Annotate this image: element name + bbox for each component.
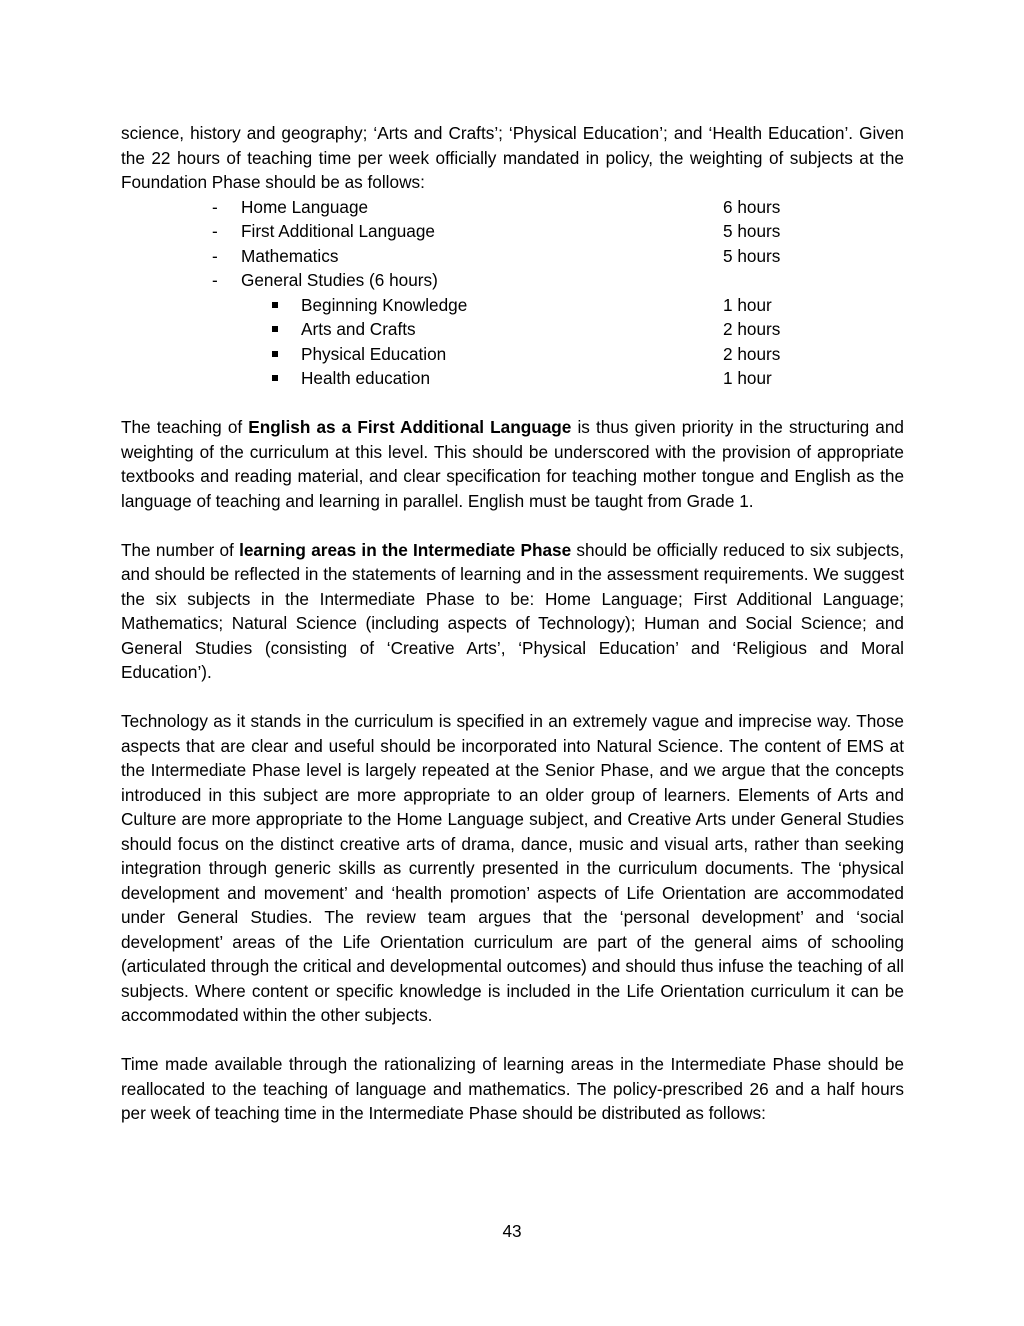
sub-subject-hours: 2 hours [723,343,781,364]
sub-list-item [121,293,904,318]
list-item [121,195,904,220]
subject-label: Mathematics [241,245,339,266]
dash-marker: - [212,245,218,266]
subject-label: General Studies (6 hours) [241,270,438,290]
square-bullet-icon [272,302,278,308]
subject-hours: 6 hours [723,196,781,217]
bold-phrase: English as a First Additional Language [248,417,572,437]
sub-subject-hours: 1 hour [723,294,772,315]
sub-subject-hours: 2 hours [723,319,781,339]
dash-marker: - [212,196,218,217]
list-item [121,219,904,244]
sub-list-item [121,317,904,342]
square-bullet-icon [272,326,278,332]
sub-subject-hours: 1 hour [723,368,772,388]
intro-line-2: Given the 22 hours of teaching time per week officially mandated in policy, the weighting of [121,123,904,168]
paragraph-text: should be officially reduced to six subjects, and should be reflected in the statements of learning and in the assessment requirements. We suggest the six subjects in the Intermediate Phase to be: Home Language; First Additional Language; Mathematics; Natural Science (including aspects of Technology); Human and Social Science; and General Studies (consisting of ‘Creative Arts’, ‘Physical Education’ and ‘Religious and Moral Education’). [121,539,904,682]
sub-subject-label: Beginning Knowledge [301,294,468,315]
sub-list-item [121,366,904,391]
time-allocation-paragraph: Time made available through the rationalizing of learning areas in the Intermediate Phase should be reallocated to the teaching of language and mathematics. The policy-prescribed 26 and a half hours per week of teaching time in the Intermediate Phase should be distributed as follows: [121,1054,904,1123]
intro-paragraph [121,121,904,195]
learning-areas-paragraph [121,538,904,685]
paragraph-text: The number of [121,539,240,560]
paragraph-text: The teaching of [121,417,249,437]
foundation-phase-hours-list [121,195,904,391]
list-item [121,268,904,293]
subject-hours: 5 hours [723,245,781,266]
page-body [121,121,904,1126]
paragraph-text: is thus given priority in the structuring and weighting of the curriculum at this level. This should be underscored with the provision of appropriate textbooks and reading material, and clear specification for teaching mother tongue and English as the language of teaching and learning in parallel. English must be taught from Grade 1. [121,417,904,511]
square-bullet-icon [272,351,278,357]
dash-marker: - [212,221,218,241]
english-priority-paragraph [121,415,904,513]
subject-label: Home Language [241,196,369,217]
subject-hours: 5 hours [723,221,781,241]
page-number: 43 [502,1221,522,1241]
sub-subject-label: Physical Education [301,343,447,364]
sub-subject-label: Arts and Crafts [301,319,416,339]
bold-phrase: learning areas in the Intermediate Phase [239,539,572,560]
dash-marker: - [212,270,218,290]
subject-label: First Additional Language [241,221,435,241]
list-item [121,244,904,269]
sub-list-item [121,342,904,367]
square-bullet-icon [272,375,278,381]
sub-subject-label: Health education [301,368,430,388]
intro-line-1: science, history and geography; ‘Arts and Crafts’; ‘Physical Education’; and ‘Health Education’. [121,123,854,143]
intro-line-3: subjects at the Foundation Phase should be as follows: [121,147,904,192]
technology-paragraph: Technology as it stands in the curriculum is specified in an extremely vague and imprecise way. Those aspects that are clear and useful should be incorporated into Natural Science. The content of EMS at the Intermediate Phase level is largely repeated at the Senior Phase, and we argue that the concepts introduced in this subject are more appropriate to an older group of learners. Elements of Arts and Culture are more appropriate to the Home Language subject, and Creative Arts under General Studies should focus on the distinct creative arts of drama, dance, music and visual arts, rather than seeking integration through generic skills as currently presented in the curriculum documents. The ‘physical development and movement’ and ‘health promotion’ aspects of Life Orientation are accommodated under General Studies. The review team argues that the ‘personal development’ and ‘social development’ areas of the Life Orientation curriculum are part of the general aims of schooling (articulated through the critical and developmental outcomes) and should thus infuse the teaching of all subjects. Where content or specific knowledge is included in the Life Orientation curriculum it can be accommodated within the other subjects. [121,711,904,1025]
